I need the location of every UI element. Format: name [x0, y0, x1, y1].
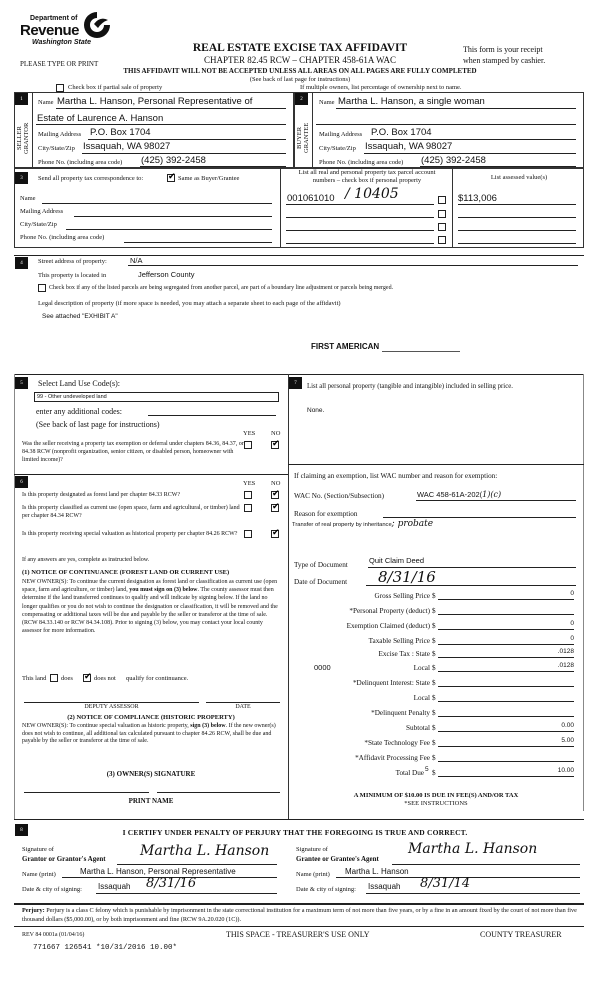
section-5-badge: 5 — [15, 377, 28, 389]
grantor-date-label: Date & city of signing: — [22, 886, 82, 893]
assessed-header: List assessed value(s) — [490, 174, 548, 181]
seller-city-label: City/State/Zip — [38, 145, 75, 152]
parcel-personal-checkbox-3[interactable] — [438, 223, 446, 231]
parcel-personal-checkbox-4[interactable] — [438, 236, 446, 244]
grantee-signature-label-2: Grantee or Grantee's Agent — [296, 855, 379, 863]
buyer-name-field[interactable]: Martha L. Hanson, a single woman — [338, 96, 485, 107]
does-label: does — [61, 675, 73, 682]
this-land-label: This land — [22, 675, 47, 682]
historical-yes-checkbox[interactable] — [244, 530, 252, 538]
delinquent-penalty-label: *Delinquent Penalty — [371, 709, 430, 717]
personal-property-deduct-label: *Personal Property (deduct) — [349, 607, 430, 615]
does-not-label: does not — [94, 675, 116, 682]
taxable-selling-price-label: Taxable Selling Price — [368, 637, 430, 645]
claim-exemption-label: If claiming an exemption, list WAC number and reason for exemption: — [294, 472, 498, 480]
forest-land-yes-checkbox[interactable] — [244, 491, 252, 499]
parcel-personal-checkbox-2[interactable] — [438, 210, 446, 218]
see-instructions-note: *SEE INSTRUCTIONS — [404, 800, 468, 807]
seller-name-field-2[interactable]: Estate of Laurence A. Hanson — [37, 113, 164, 124]
seller-name-field[interactable]: Martha L. Hanson, Personal Representative of — [57, 96, 253, 107]
parcel-personal-checkbox-1[interactable] — [438, 196, 446, 204]
state-technology-fee-field[interactable]: 5.00 — [438, 737, 574, 747]
logo-dept-text: Department of — [30, 15, 78, 22]
section-2-badge: 2 — [295, 93, 308, 105]
section-6-badge: 6 — [15, 476, 28, 488]
personal-property-label: List all personal property (tangible and intangible) included in selling price. — [307, 383, 513, 390]
historical-question: Is this property receiving special valuation as historical property per chapter 84.26 RCW? — [22, 531, 238, 537]
notice-continuance-title: (1) NOTICE OF CONTINUANCE (FOREST LAND OR CURRENT USE) — [22, 569, 230, 576]
gross-selling-price-field[interactable]: 0 — [438, 590, 574, 600]
grantor-name-label: Name (print) — [22, 871, 56, 878]
reason-label: Reason for exemption — [294, 510, 358, 518]
grantee-signature[interactable]: Martha L. Hanson — [408, 841, 538, 857]
land-use-label: Select Land Use Code(s): — [38, 379, 120, 388]
affidavit-processing-fee-field[interactable] — [438, 752, 574, 762]
grantor-city-field[interactable]: Issaquah — [98, 882, 131, 891]
wave-logo-icon — [82, 10, 112, 40]
legal-description-label: Legal description of property (if more space is needed, you may attach a separate sheet to each page of the affidavit) — [38, 300, 341, 307]
buyer-phone-field[interactable]: (425) 392-2458 — [421, 155, 486, 166]
exemption-question: Was the seller receiving a property tax exemption or deferral under chapters 84.36, 84.37, or 84.38 RCW (nonprofit organization, senior citizen, or disabled person, homeowner with limited income)? — [22, 441, 244, 463]
segregated-label: Check box if any of the listed parcels are being segregated from another parcel, are part of a boundary line adjustment or parcels being merged. — [49, 285, 394, 291]
wac-field[interactable]: WAC 458-61A-202(1)(c) — [417, 490, 502, 499]
multiple-owners-note: If multiple owners, list percentage of ownership next to name. — [300, 84, 462, 91]
seller-mailing-field[interactable]: P.O. Box 1704 — [90, 127, 151, 138]
does-qualify-checkbox[interactable] — [50, 674, 58, 682]
gross-selling-price-label: Gross Selling Price — [374, 592, 430, 600]
receipt-note-1: This form is your receipt — [463, 45, 543, 54]
exemption-yes-checkbox[interactable] — [244, 441, 252, 449]
section-1-badge: 1 — [15, 93, 28, 105]
street-address-field[interactable]: N/A — [130, 256, 143, 265]
additional-codes-label: enter any additional codes: — [36, 407, 122, 416]
treasurer-receipt-stamp: 771667 126541 *10/31/2016 10.00* — [33, 944, 178, 952]
delinquent-interest-state-label: *Delinquent Interest: State — [352, 679, 430, 687]
excise-tax-state-label: Excise Tax : State — [378, 650, 430, 658]
doc-date-label: Date of Document — [294, 578, 348, 586]
seller-phone-field[interactable]: (425) 392-2458 — [141, 155, 206, 166]
parcel-number-1[interactable]: 001061010 — [287, 193, 335, 204]
notice-compliance-title: (2) NOTICE OF COMPLIANCE (HISTORIC PROPERTY) — [67, 714, 235, 721]
wac-label: WAC No. (Section/Subsection) — [294, 492, 385, 500]
land-use-select[interactable]: 99 - Other undeveloped land — [34, 392, 279, 402]
buyer-side-label: BUYER GRANTEE — [296, 122, 310, 154]
dor-logo — [20, 8, 120, 50]
print-name-label: PRINT NAME — [128, 797, 174, 805]
treasurer-use-only: THIS SPACE - TREASURER'S USE ONLY — [226, 930, 370, 939]
exemption-no-checkbox[interactable] — [271, 441, 279, 449]
deputy-assessor-label: DEPUTY ASSESSOR — [84, 704, 139, 710]
total-due-field[interactable]: 10.00 — [438, 767, 574, 777]
buyer-phone-label: Phone No. (including area code) — [319, 159, 404, 166]
current-use-yes-checkbox[interactable] — [244, 504, 252, 512]
section-7-badge: 7 — [289, 377, 302, 389]
seller-name-label: Name — [38, 99, 54, 106]
forest-land-no-checkbox[interactable] — [271, 491, 279, 499]
located-in-label: This property is located in — [38, 272, 107, 279]
county-field[interactable]: Jefferson County — [138, 270, 195, 279]
notice-continuance-body: NEW OWNER(S): To continue the current designation as forest land or classification as current use (open space, farm and agriculture, or timber) land, you must sign on (3) below. The county assessor must then determine if the land transferred continues to qualify and will indicate by signing below. If the land no longer qualifies or you do not wish to continue the designation or classification, it will be removed and the compensating or additional taxes will be due and payable by the seller or transferor at the time of sale. (RCW 84.33.140 or RCW 84.34.108). Prior to signing (3) below, you may contact your local county assessor for more information. — [22, 579, 278, 635]
seller-mailing-label: Mailing Address — [38, 131, 82, 138]
chapter-subtitle: CHAPTER 82.45 RCW – CHAPTER 458-61A WAC — [204, 55, 396, 65]
grantor-date-field[interactable]: 8/31/16 — [146, 876, 197, 891]
deputy-assessor-signature-line[interactable] — [24, 702, 199, 703]
historical-no-checkbox[interactable] — [271, 530, 279, 538]
delinquent-interest-state-field[interactable] — [438, 677, 574, 687]
assessor-date-line[interactable] — [206, 702, 280, 703]
buyer-name-label: Name — [319, 99, 335, 106]
personal-property-field[interactable]: None. — [307, 407, 325, 414]
section5-yes-header: YES — [243, 430, 256, 437]
grantee-date-label: Date & city of signing: — [296, 886, 356, 893]
certify-statement: I CERTIFY UNDER PENALTY OF PERJURY THAT THE FOREGOING IS TRUE AND CORRECT. — [122, 828, 468, 837]
delinquent-penalty-field[interactable] — [438, 707, 574, 717]
legal-description-field[interactable]: See attached "EXHIBIT A" — [42, 313, 118, 320]
same-as-buyer-label: Same as Buyer/Grantee — [178, 175, 240, 182]
parcel-header: List all real and personal property tax parcel account numbers – check box if personal property — [298, 169, 436, 184]
grantee-city-field[interactable]: Issaquah — [368, 882, 401, 891]
total-due-handwritten: 5 — [425, 766, 429, 773]
buyer-mailing-label: Mailing Address — [319, 131, 363, 138]
corr-mailing-label: Mailing Address — [20, 208, 64, 215]
delinquent-interest-local-field[interactable] — [438, 692, 574, 702]
owner-signature-label: (3) OWNER(S) SIGNATURE — [106, 770, 196, 778]
grantee-signature-label-1: Signature of — [296, 846, 328, 853]
send-correspondence-label: Send all property tax correspondence to: — [38, 175, 144, 182]
perjury-statement: Perjury: Perjury is a class C felony which is punishable by imprisonment in the state correctional institution for a maximum term of not more than five years, or by a fine in an amount fixed by the court of not more than five thousand dollars ($5,000.00), or by both imprisonment and fine (RCW 9A.20.020 (1C)). — [22, 907, 577, 923]
seller-side-divider — [32, 93, 33, 168]
corr-phone-label: Phone No. (including area code) — [20, 234, 105, 241]
acceptance-warning: THIS AFFIDAVIT WILL NOT BE ACCEPTED UNLESS ALL AREAS ON ALL PAGES ARE FULLY COMPLETED — [123, 67, 477, 75]
subtotal-label: Subtotal — [406, 724, 430, 732]
section5-no-header: NO — [271, 430, 281, 437]
exemption-claimed-label: Exemption Claimed (deduct) — [346, 622, 430, 630]
buyer-side-divider — [312, 93, 313, 168]
grantee-name-label: Name (print) — [296, 871, 330, 878]
local-code-field[interactable]: 0000 — [314, 663, 331, 672]
grantor-signature-label-2: Grantor or Grantor's Agent — [22, 855, 106, 863]
please-type-label: PLEASE TYPE OR PRINT — [20, 60, 99, 68]
grantor-signature-label-1: Signature of — [22, 846, 54, 853]
current-use-no-checkbox[interactable] — [271, 504, 279, 512]
forest-land-question: Is this property designated as forest land per chapter 84.33 RCW? — [22, 492, 181, 498]
state-technology-fee-label: *State Technology Fee — [364, 739, 430, 747]
excise-tax-local-label: Local — [413, 664, 430, 672]
owner-signature-line-2[interactable] — [157, 792, 280, 793]
qualify-label: qualify for continuance. — [126, 675, 189, 682]
segregated-checkbox[interactable] — [38, 284, 46, 292]
grantor-name-field[interactable]: Martha L. Hanson, Personal Representative — [80, 867, 236, 876]
current-use-question: Is this property classified as current use (open space, farm and agricultural, or timber) land per chapter 84.34 RCW? — [22, 505, 240, 519]
section6-yes-header: YES — [243, 480, 256, 487]
partial-sale-checkbox[interactable] — [56, 84, 64, 92]
minimum-due-notice: A MINIMUM OF $10.00 IS DUE IN FEE(S) AND/OR TAX — [353, 792, 519, 799]
corr-city-label: City/State/Zip — [20, 221, 57, 228]
first-american-stamp: FIRST AMERICAN — [311, 342, 380, 351]
parcel-handwritten-1: / 10405 — [345, 186, 399, 202]
grantee-name-field[interactable]: Martha L. Hanson — [345, 867, 409, 876]
corr-name-label: Name — [20, 195, 36, 202]
see-back-note: (See back of last page for instructions) — [249, 76, 351, 83]
county-treasurer-label: COUNTY TREASURER — [480, 930, 562, 939]
taxable-selling-price-field[interactable]: 0 — [438, 635, 574, 645]
if-yes-instruction: If any answers are yes, complete as instructed below. — [22, 557, 150, 563]
delinquent-interest-local-label: Local — [413, 694, 430, 702]
partial-sale-label: Check box if partial sale of property — [68, 84, 163, 91]
buyer-city-field[interactable]: Issaquah, WA 98027 — [365, 141, 453, 152]
receipt-note-2: when stamped by cashier. — [463, 56, 546, 65]
doc-date-field[interactable]: 8/31/16 — [378, 568, 436, 586]
buyer-city-label: City/State/Zip — [319, 145, 356, 152]
assessor-date-label: DATE — [235, 704, 251, 710]
excise-tax-local-field[interactable]: .0128 — [438, 662, 574, 672]
doc-type-field[interactable]: Quit Claim Deed — [369, 556, 425, 565]
land-use-see-back: (See back of last page for instructions) — [36, 420, 160, 429]
section-8-badge: 8 — [15, 824, 28, 836]
form-title: REAL ESTATE EXCISE TAX AFFIDAVIT — [192, 42, 408, 54]
excise-tax-state-field[interactable]: .0128 — [438, 648, 574, 658]
personal-property-deduct-field[interactable] — [438, 605, 574, 615]
exemption-claimed-field[interactable]: 0 — [438, 620, 574, 630]
grantee-date-field[interactable]: 8/31/14 — [420, 876, 471, 891]
logo-state-text: Washington State — [32, 39, 91, 46]
subtotal-field[interactable]: 0.00 — [438, 722, 574, 732]
section6-no-header: NO — [271, 480, 281, 487]
street-address-label: Street address of property: — [38, 258, 107, 265]
reason-field[interactable]: Transfer of real property by inheritance; probate — [292, 519, 434, 529]
notice-compliance-body: NEW OWNER(S): To continue special valuation as historic property, sign (3) below. If the new owner(s) does not wish to continue, all additional tax calculated pursuant to chapter 84.26 RCW, shall be due and payable by the seller or transferor at the time of sale. — [22, 723, 276, 744]
assessed-value-1[interactable]: $113,006 — [458, 193, 497, 204]
logo-name-text: Revenue — [20, 22, 80, 39]
doc-type-label: Type of Document — [294, 561, 348, 569]
seller-city-field[interactable]: Issaquah, WA 98027 — [83, 141, 171, 152]
section-3-badge: 3 — [15, 172, 28, 184]
section-4-badge: 4 — [15, 257, 28, 269]
seller-side-label: SELLER GRANTOR — [16, 122, 30, 154]
affidavit-processing-fee-label: *Affidavit Processing Fee — [355, 754, 430, 762]
same-as-buyer-checkbox[interactable] — [167, 174, 175, 182]
owner-signature-line-1[interactable] — [24, 792, 149, 793]
grantor-signature[interactable]: Martha L. Hanson — [140, 843, 270, 859]
form-number: REV 84 0001a (01/04/16) — [22, 932, 85, 938]
buyer-mailing-field[interactable]: P.O. Box 1704 — [371, 127, 432, 138]
does-not-qualify-checkbox[interactable] — [83, 674, 91, 682]
seller-phone-label: Phone No. (including area code) — [38, 159, 123, 166]
total-due-label: Total Due — [395, 769, 424, 777]
